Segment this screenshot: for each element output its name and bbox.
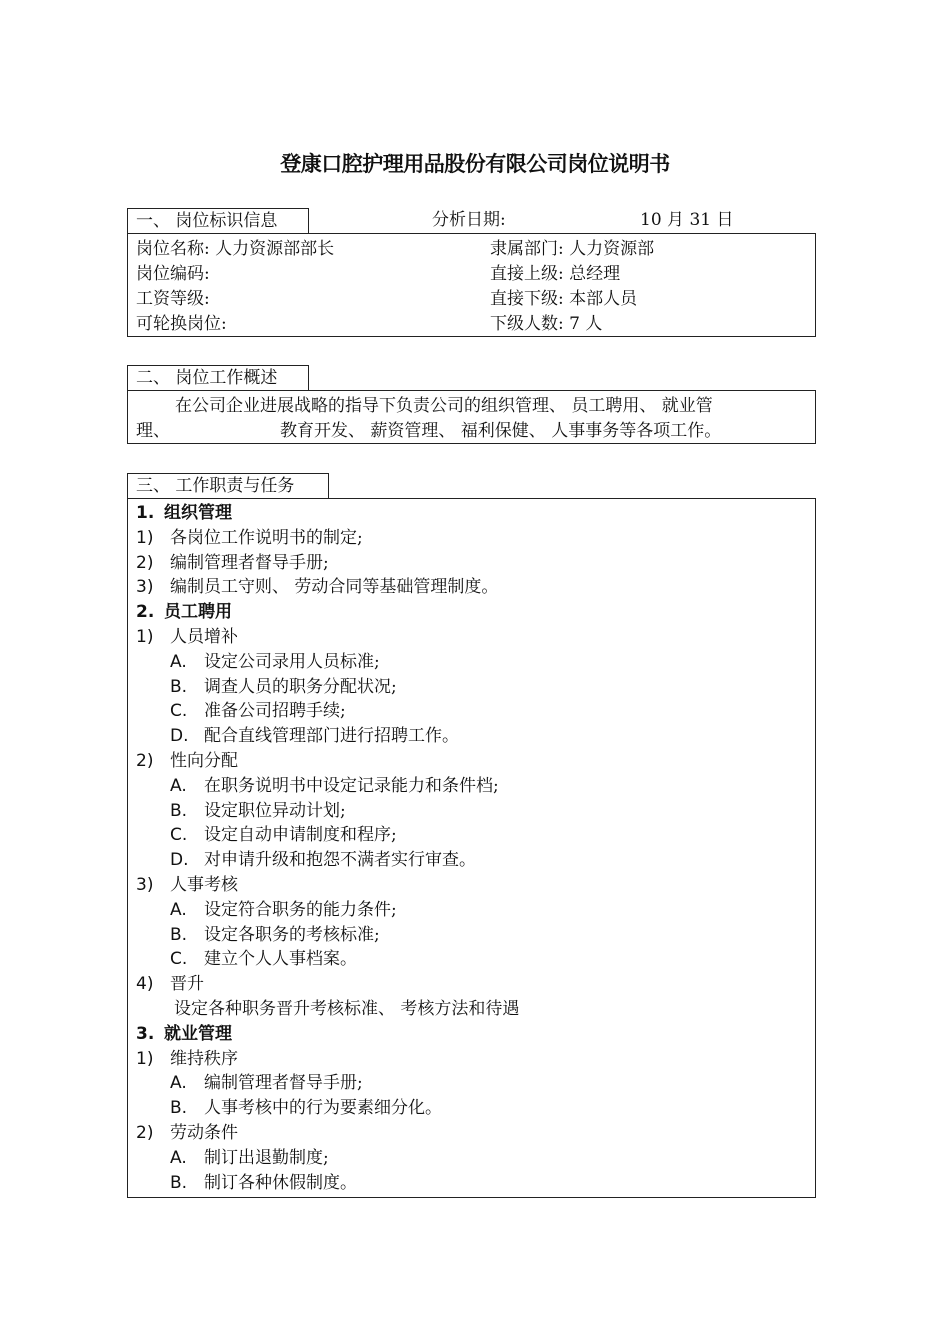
duty-line — [170, 675, 397, 700]
duty-number: 4) — [136, 974, 154, 995]
duty-text: 晋升 — [170, 974, 204, 995]
duty-number: 1) — [136, 527, 154, 548]
duty-line — [136, 526, 363, 551]
duty-text: 维持秩序 — [170, 1048, 238, 1069]
duty-line — [170, 1146, 329, 1171]
duty-line — [170, 848, 476, 873]
duty-text: 准备公司招聘手续; — [204, 701, 346, 722]
duty-text: 编制员工守则、 劳动合同等基础管理制度。 — [170, 577, 499, 598]
duty-number: A. — [170, 651, 187, 672]
duty-line — [170, 1171, 357, 1196]
duty-number: D. — [170, 726, 189, 747]
duty-number: 2) — [136, 552, 154, 573]
duty-text: 各岗位工作说明书的制定; — [170, 527, 363, 548]
duty-number: B. — [170, 1172, 188, 1193]
duty-line — [136, 600, 232, 625]
duty-text: 设定符合职务的能力条件; — [204, 899, 397, 920]
duty-line — [136, 501, 232, 526]
page-title: 登康口腔护理用品股份有限公司岗位说明书 — [280, 152, 670, 176]
duty-number: 3) — [136, 875, 154, 895]
duty-line — [136, 625, 238, 650]
duty-text: 编制管理者督导手册; — [170, 552, 329, 573]
section1-heading: 一、 岗位标识信息 — [127, 208, 309, 233]
duty-text: 设定自动申请制度和程序; — [204, 825, 397, 846]
duty-number: A. — [170, 775, 187, 796]
summary-line-1: 在公司企业进展战略的指导下负责公司的组织管理、 员工聘用、 就业管 — [175, 396, 713, 416]
duty-number: 1. — [136, 503, 155, 523]
summary-line-2b: 教育开发、 薪资管理、 福利保健、 人事事务等各项工作。 — [280, 421, 722, 441]
duty-line — [136, 551, 329, 576]
duty-line — [136, 1022, 232, 1047]
duty-text: 组织管理 — [164, 503, 232, 523]
salary-grade: 工资等级: — [136, 289, 210, 309]
duty-text: 就业管理 — [164, 1023, 232, 1044]
duty-line — [170, 923, 380, 948]
duty-line — [170, 724, 459, 749]
duty-number: B. — [170, 924, 188, 945]
duty-text: 制订各种休假制度。 — [204, 1172, 357, 1193]
duty-number: 2. — [136, 602, 155, 623]
section2-heading: 二、 岗位工作概述 — [127, 365, 309, 390]
duty-number: 1) — [136, 627, 154, 647]
duty-number: 1) — [136, 1048, 154, 1069]
section2-box — [127, 390, 816, 444]
duty-number: D. — [170, 850, 189, 871]
duty-text: 对申请升级和抱怨不满者实行审查。 — [204, 850, 476, 871]
direct-subordinate: 直接下级: 本部人员 — [490, 289, 638, 309]
duty-line — [136, 1121, 238, 1146]
duty-text: 劳动条件 — [170, 1123, 238, 1143]
duty-text: 人员增补 — [170, 627, 238, 647]
analysis-date-value: 10 月 31 日 — [640, 210, 734, 230]
duty-number: B. — [170, 676, 188, 697]
duty-number: C. — [170, 949, 188, 970]
duty-number: 2) — [136, 1123, 154, 1143]
duty-line — [136, 972, 204, 997]
duty-number: A. — [170, 1073, 187, 1094]
duty-text: 建立个人人事档案。 — [204, 949, 357, 970]
duty-number: A. — [170, 899, 187, 920]
direct-superior: 直接上级: 总经理 — [490, 264, 621, 284]
duty-number: C. — [170, 825, 188, 846]
duty-number: B. — [170, 800, 188, 821]
section1-box — [127, 233, 816, 337]
department: 隶属部门: 人力资源部 — [490, 239, 655, 259]
duty-number: 3. — [136, 1023, 155, 1044]
duty-text: 设定公司录用人员标准; — [204, 651, 380, 672]
position-code: 岗位编码: — [136, 264, 210, 284]
duty-line — [170, 1071, 363, 1096]
section3-heading: 三、 工作职责与任务 — [127, 473, 329, 498]
duty-line — [170, 1096, 442, 1121]
subordinate-count: 下级人数: 7 人 — [490, 314, 603, 334]
duty-text: 人事考核中的行为要素细分化。 — [204, 1098, 442, 1119]
duty-text: 在职务说明书中设定记录能力和条件档; — [204, 775, 499, 796]
duty-text: 设定各职务的考核标准; — [204, 924, 380, 945]
duty-number: 3) — [136, 577, 154, 598]
section3-box — [127, 498, 816, 1198]
rotatable-position: 可轮换岗位: — [136, 314, 227, 334]
duty-number: C. — [170, 701, 188, 722]
duty-text: 设定职位异动计划; — [204, 800, 346, 821]
duty-line — [170, 947, 357, 972]
duty-text: 员工聘用 — [164, 602, 232, 623]
duty-text: 调查人员的职务分配状况; — [204, 676, 397, 697]
duty-text: 人事考核 — [170, 875, 238, 895]
duty-line — [174, 997, 519, 1022]
duty-text: 制订出退勤制度; — [204, 1147, 329, 1168]
duty-number: B. — [170, 1098, 188, 1119]
duty-line — [170, 699, 346, 724]
duty-line — [170, 774, 499, 799]
summary-line-2a: 理、 — [136, 421, 170, 441]
duty-number: 2) — [136, 751, 154, 771]
duty-line — [136, 749, 238, 774]
duty-line — [170, 898, 397, 923]
duty-line — [170, 650, 380, 675]
duty-text: 配合直线管理部门进行招聘工作。 — [204, 726, 459, 747]
duty-line — [136, 873, 238, 898]
duty-text: 性向分配 — [170, 751, 238, 771]
duty-text: 编制管理者督导手册; — [204, 1073, 363, 1094]
duty-line — [136, 1047, 238, 1072]
duty-text: 设定各种职务晋升考核标准、 考核方法和待遇 — [174, 999, 520, 1019]
duty-number: A. — [170, 1147, 187, 1168]
position-name: 岗位名称: 人力资源部部长 — [136, 239, 335, 259]
duty-line — [170, 823, 397, 848]
duty-line — [136, 575, 498, 600]
duty-line — [170, 799, 346, 824]
analysis-date-label: 分析日期: — [432, 210, 506, 230]
